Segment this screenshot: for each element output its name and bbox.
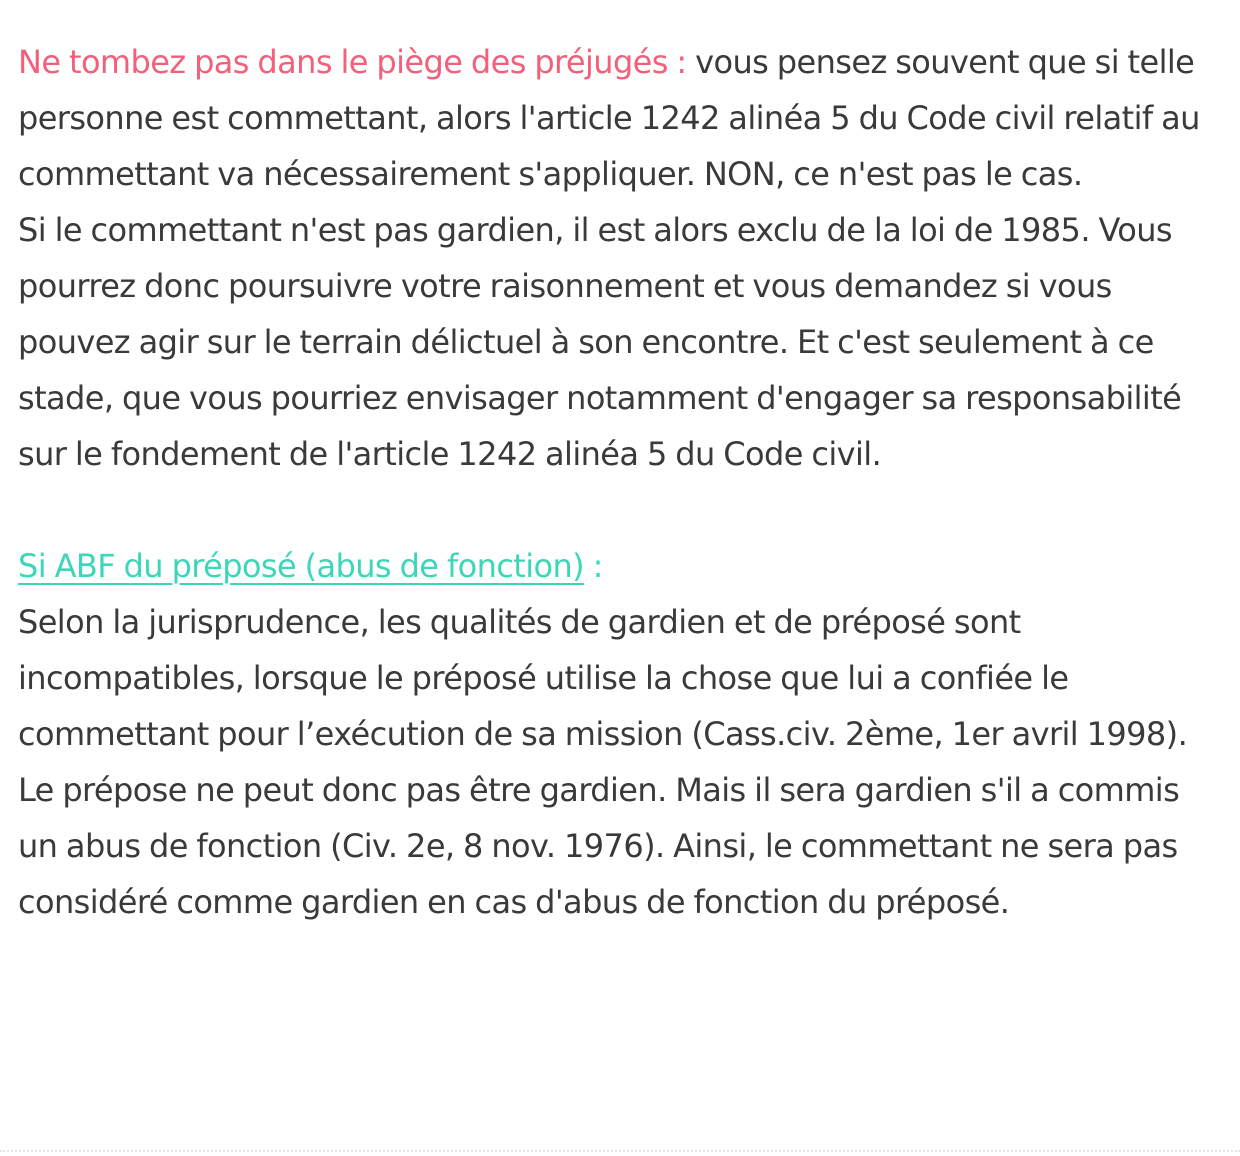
- warning-body-text: vous pensez souvent que si telle personne est commettant, alors l'article 1242 alinéa 5 du Code civil relatif au commettant va nécessairement s'appliquer. NON, ce n'est pas le cas.: [18, 43, 1200, 193]
- warning-lead-text: Ne tombez pas dans le piège des préjugés :: [18, 43, 687, 81]
- bottom-divider: [0, 1150, 1240, 1154]
- commettant-gardien-paragraph: Si le commettant n'est pas gardien, il est alors exclu de la loi de 1985. Vous pourrez donc poursuivre votre raisonnement et vous demandez si vous pouvez agir sur le terrain délictuel à son encontre. Et c'est seulement à ce stade, que vous pourriez envisager notamment d'engager sa responsabilité sur le fondement de l'article 1242 alinéa 5 du Code civil.: [18, 211, 1182, 473]
- prejudice-warning-paragraph: [18, 34, 1222, 202]
- abf-heading-colon: :: [584, 547, 603, 585]
- article-content: [18, 34, 1222, 930]
- paragraph-spacer: [18, 482, 1222, 538]
- abf-heading: [18, 538, 1222, 594]
- abf-jurisprudence-paragraph: Selon la jurisprudence, les qualités de gardien et de préposé sont incompatibles, lorsque le préposé utilise la chose que lui a confiée le commettant pour l’exécution de sa mission (Cass.civ. 2ème, 1er avril 1998). Le prépose ne peut donc pas être gardien. Mais il sera gardien s'il a commis un abus de fonction (Civ. 2e, 8 nov. 1976). Ainsi, le commettant ne sera pas considéré comme gardien en cas d'abus de fonction du préposé.: [18, 603, 1188, 921]
- abf-heading-link[interactable]: Si ABF du préposé (abus de fonction): [18, 547, 585, 585]
